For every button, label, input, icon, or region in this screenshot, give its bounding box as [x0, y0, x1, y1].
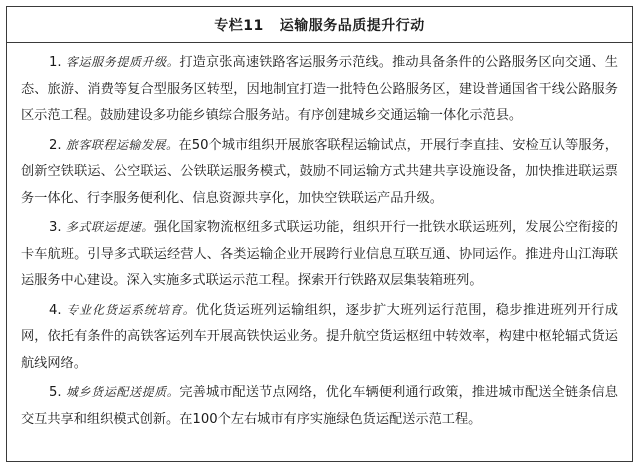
list-item: [21, 379, 618, 433]
item-heading: 专业化货运系统培育。: [66, 302, 196, 317]
item-body: 打造京张高速铁路客运服务示范线。推动具备条件的公路服务区向交通、生态、旅游、消费等复合型服务区转型，因地制宜打造一批特色公路服务区，建设普通国省干线公路服务区示范工程。鼓励建设多功能乡镇综合服务站。有序创建城乡交通运输一体化示范县。: [21, 55, 618, 123]
item-index: 5.: [49, 385, 62, 400]
column-title-number: 专栏11: [214, 17, 264, 34]
item-body: 完善城市配送节点网络，优化车辆便利通行政策，推进城市配送全链条信息交互共享和组织模式创新。在100个左右城市有序实施绿色货运配送示范工程。: [21, 385, 618, 427]
column-title: [7, 7, 632, 43]
item-index: 3.: [49, 220, 62, 235]
item-heading: 多式联运提速。: [65, 220, 154, 234]
item-index: 1.: [49, 55, 62, 70]
list-item: [21, 214, 618, 295]
list-item: [21, 132, 618, 213]
column-title-text: 运输服务品质提升行动: [279, 17, 425, 34]
item-index: 4.: [49, 302, 62, 318]
column-content: [7, 43, 632, 433]
list-item: [21, 49, 618, 130]
item-heading: 客运服务提质升级。: [65, 55, 180, 69]
item-heading: 旅客联程运输发展。: [65, 137, 179, 152]
item-body: 优化货运班列运输组织，逐步扩大班列运行范围，稳步推进班列开行成网，依托有条件的高铁客运列车开展高铁快运业务。提升航空货运枢纽中转效率，构建中枢轮辐式货运航线网络。: [21, 302, 618, 371]
item-heading: 城乡货运配送提质。: [65, 385, 180, 399]
item-body: 强化国家物流枢纽多式联运功能，组织开行一批铁水联运班列，发展公空衔接的卡车航班。引导多式联运经营人、各类运输企业开展跨行业信息互联互通、协同运作。推进舟山江海联运服务中心建设。深入实施多式联运示范工程。探索开行铁路双层集装箱班列。: [21, 220, 618, 288]
special-column-box: [6, 6, 633, 462]
list-item: [21, 297, 618, 378]
item-index: 2.: [49, 137, 62, 153]
item-body: 在50个城市组织开展旅客联程运输试点，开展行李直挂、安检互认等服务，创新空铁联运、公空联运、公铁联运服务模式，鼓励不同运输方式共建共享设施设备，加快推进联运票务一体化、行李服务便利化、信息资源共享化，加快空铁联运产品升级。: [21, 137, 618, 206]
